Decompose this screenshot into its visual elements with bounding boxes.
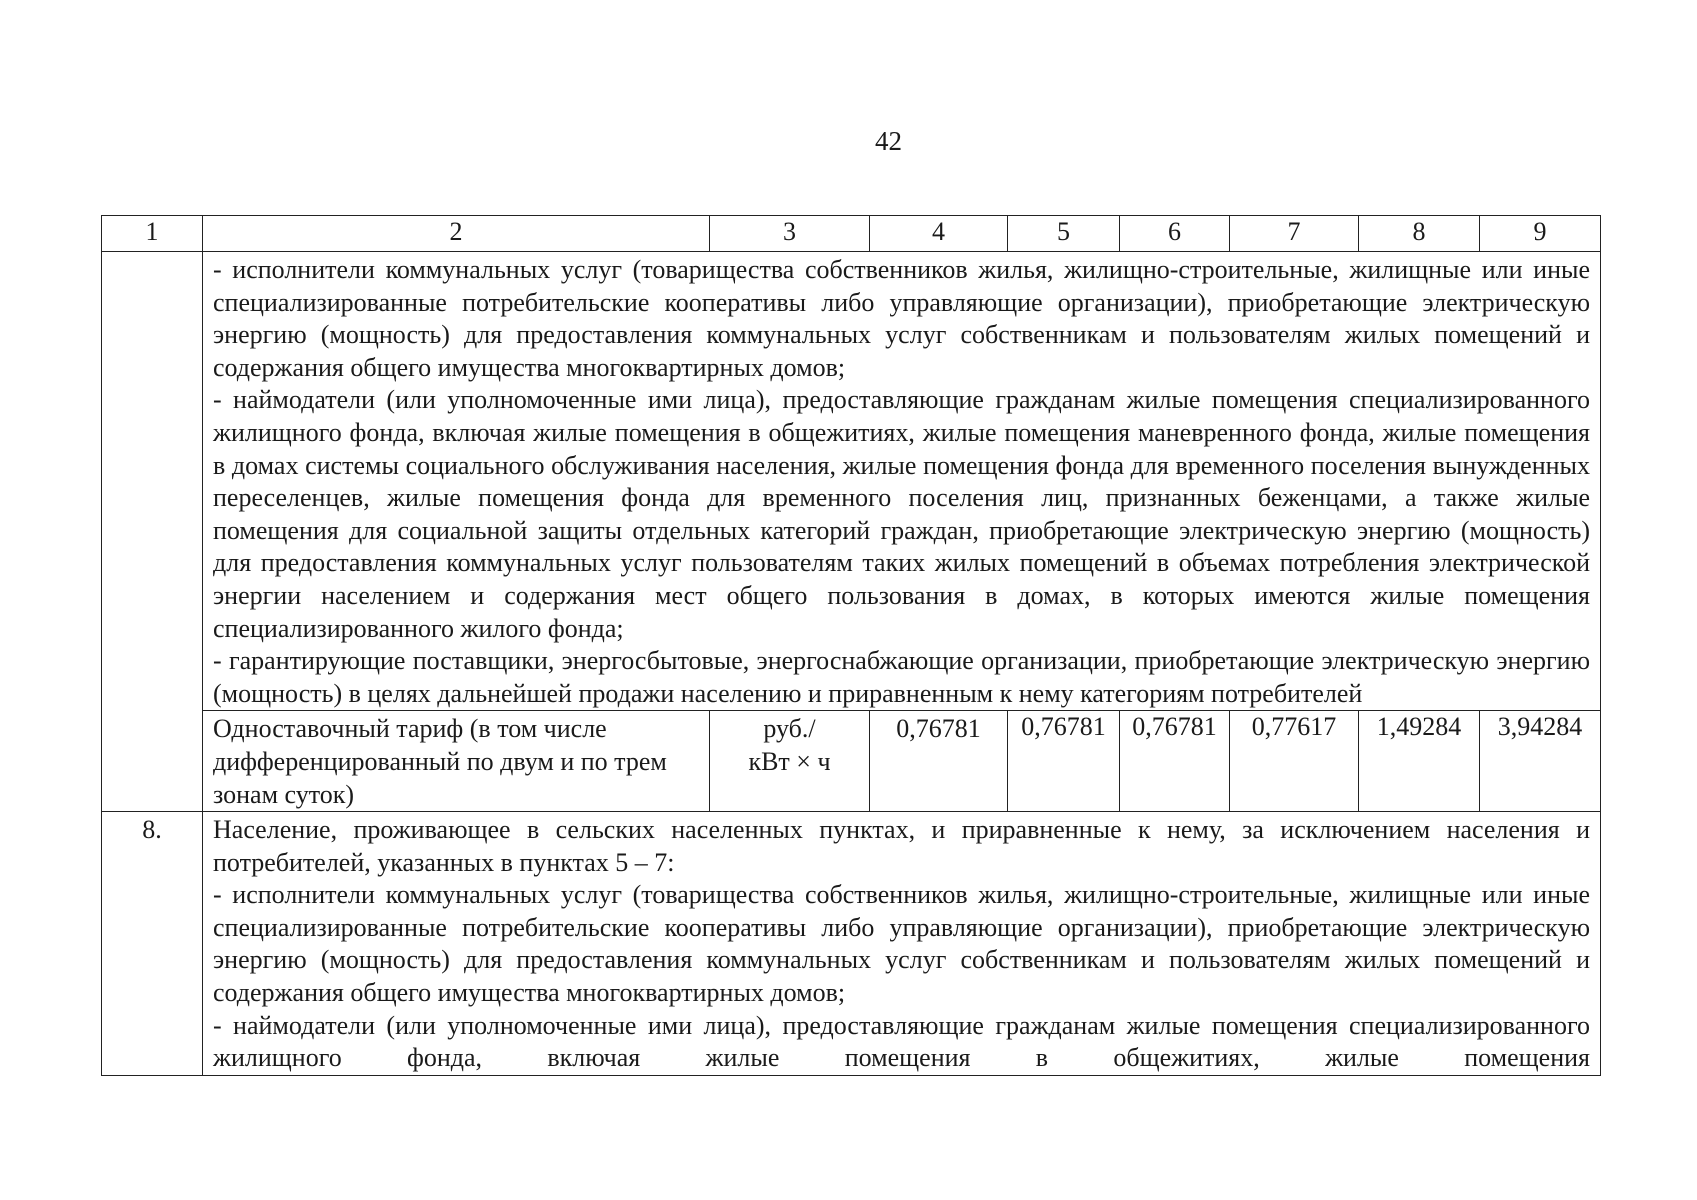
- tariff-value: 1,49284: [1359, 711, 1480, 812]
- paragraph: - наймодатели (или уполномоченные ими лица), предоставляющие гражданам жилые помещения специализированного жилищного фонда, включая жилые помещения в общежитиях, жилые помещения: [213, 1010, 1590, 1073]
- column-number: 6: [1120, 216, 1230, 252]
- tariff-value: 0,76781: [870, 711, 1008, 812]
- paragraph: - исполнители коммунальных услуг (товарищества собственников жилья, жилищно-строительные, жилищные или иные специализированные потребительские кооперативы либо управляющие организации), приобретающие электрическую энергию (мощность) для предоставления коммунальных услуг собственникам и пользователям жилых помещений и содержания общего имущества многоквартирных домов;: [213, 880, 1590, 1008]
- tariff-value: 0,77617: [1230, 711, 1359, 812]
- column-number: 4: [870, 216, 1008, 252]
- tariff-table: [101, 215, 1601, 1076]
- paragraph: - наймодатели (или уполномоченные ими лица), предоставляющие гражданам жилые помещения специализированного жилищного фонда, включая жилые помещения в общежитиях, жилые помещения маневренного фонда, жилые помещения в домах системы социального обслуживания населения, жилые помещения фонда для временного поселения вынужденных переселенцев, жилые помещения фонда для временного поселения лиц, признанных беженцами, а также жилые помещения для социальной защиты отдельных категорий граждан, приобретающие электрическую энергию (мощность) для предоставления коммунальных услуг пользователям таких жилых помещений в объемах потребления электрической энергии населением и содержания мест общего пользования в домах, в которых имеются жилые помещения специализированного жилого фонда;: [213, 385, 1590, 643]
- column-number: 8: [1359, 216, 1480, 252]
- column-number: 1: [102, 216, 203, 252]
- page-number: 42: [875, 126, 902, 156]
- column-number: 3: [710, 216, 870, 252]
- paragraph: - исполнители коммунальных услуг (товарищества собственников жилья, жилищно-строительные, жилищные или иные специализированные потребительские кооперативы либо управляющие организации), приобретающие электрическую энергию (мощность) для предоставления коммунальных услуг собственникам и пользователям жилых помещений и содержания общего имущества многоквартирных домов;: [213, 255, 1590, 382]
- column-number: 2: [203, 216, 710, 252]
- tariff-row: [102, 711, 1601, 812]
- item-8-row: [102, 812, 1601, 1076]
- tariff-value: 0,76781: [1120, 711, 1230, 812]
- tariff-value: 3,94284: [1480, 711, 1601, 812]
- consumer-category-cell: [203, 252, 1601, 711]
- row-number: 8.: [102, 812, 203, 1076]
- tariff-description: Одноставочный тариф (в том числе дифференцированный по двум и по трем зонам суток): [203, 711, 710, 812]
- tariff-unit: руб./ кВт × ч: [710, 711, 870, 812]
- consumer-category-row: [102, 252, 1601, 711]
- column-number: 9: [1480, 216, 1601, 252]
- item-8-description: [203, 812, 1601, 1076]
- row-number-cell: [102, 252, 203, 812]
- column-number: 7: [1230, 216, 1359, 252]
- paragraph: - гарантирующие поставщики, энергосбытовые, энергоснабжающие организации, приобретающие электрическую энергию (мощность) в целях дальнейшей продажи населению и приравненным к нему категориям потребителей: [213, 646, 1590, 708]
- column-number-row: [102, 216, 1601, 252]
- column-number: 5: [1008, 216, 1120, 252]
- tariff-value: 0,76781: [1008, 711, 1120, 812]
- paragraph: Население, проживающее в сельских населенных пунктах, и приравненные к нему, за исключением населения и потребителей, указанных в пунктах 5 – 7:: [213, 815, 1590, 877]
